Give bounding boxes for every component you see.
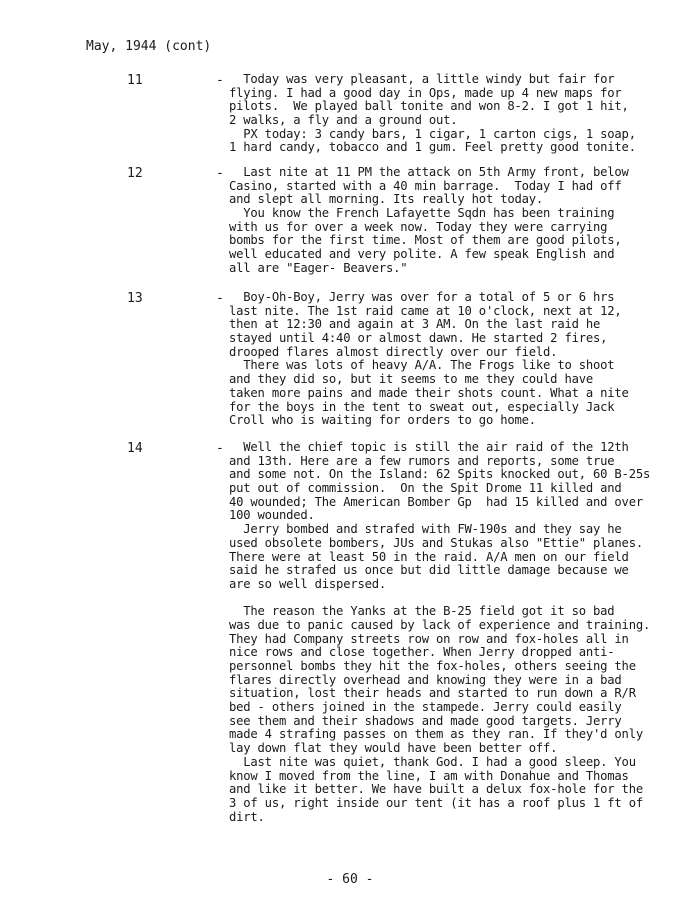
entry-line: see them and their shadows and made good targets. Jerry [229,713,622,728]
entry-day: 11 [127,73,143,88]
entry-day: 13 [127,291,143,306]
entry-line: 100 wounded. [229,508,315,523]
entry-day: 14 [127,441,143,456]
entry-line: Boy-Oh-Boy, Jerry was over for a total of 5 or 6 hrs [229,290,615,304]
entry-dash: - [216,291,224,306]
entry-line: The reason the Yanks at the B-25 field got it so bad [229,604,615,619]
entry-line: 1 hard candy, tobacco and 1 gum. Feel pretty good tonite. [229,140,636,155]
entry-day: 12 [127,166,143,181]
entry-line: stayed until 4:40 or almost dawn. He started 2 fires, [229,331,608,346]
entry-line: PX today: 3 candy bars, 1 cigar, 1 carton cigs, 1 soap, [229,126,636,141]
entry-line: situation, lost their heads and started to run down a R/R [229,686,636,701]
entry-line: said he strafed us once but did little damage because we [229,563,629,578]
entry-line: all are "Eager- Beavers." [229,260,408,275]
entry-body [229,166,639,276]
entry-body [229,291,639,428]
entry-line: Jerry bombed and strafed with FW-190s and they say he [229,522,622,537]
entry-line: Casino, started with a 40 min barrage. Today I had off [229,178,622,193]
entry-line: 2 walks, a fly and a ground out. [229,113,458,128]
entry-line: drooped flares almost directly over our field. [229,344,558,359]
entry-line: Last nite at 11 PM the attack on 5th Army front, below [229,165,629,179]
entry-line: last nite. The 1st raid came at 10 o'clock, next at 12, [229,303,622,318]
entry-line: Today was very pleasant, a little windy but fair for [229,72,615,86]
entry-dash: - [216,73,224,88]
entry-line: then at 12:30 and again at 3 AM. On the last raid he [229,317,601,332]
entry-line: 40 wounded; The American Bomber Gp had 15 killed and over [229,494,643,509]
entry-line: Well the chief topic is still the air raid of the 12th [229,440,629,454]
entry-line: There was lots of heavy A/A. The Frogs like to shoot [229,358,615,373]
entry-line: for the boys in the tent to sweat out, especially Jack [229,399,615,414]
entry-line: and slept all morning. Its really hot today. [229,192,544,207]
entry-line: was due to panic caused by lack of experience and training. [229,617,651,632]
entry-line: lay down flat they would have been better off. [229,741,558,756]
entry-body [229,73,639,155]
entry-line: Last nite was quiet, thank God. I had a good sleep. You [229,754,636,769]
entry-body [229,440,651,824]
entry-line: There were at least 50 in the raid. A/A men on our field [229,549,629,564]
page-header: May, 1944 (cont) [86,39,212,54]
entry-line: pilots. We played ball tonite and won 8-2. I got 1 hit, [229,99,629,114]
entry-line: nice rows and close together. When Jerry dropped anti- [229,645,615,660]
entry-line: personnel bombs they hit the fox-holes, others seeing the [229,659,636,673]
entry-line: flares directly overhead and knowing they were in a bad [229,672,622,687]
entry-line: dirt. [229,809,265,824]
entry-line: well educated and very polite. A few speak English and [229,247,615,262]
entry-line: and 13th. Here are a few rumors and reports, some true [229,453,615,468]
entry-line: Croll who is waiting for orders to go home. [229,413,536,428]
entry-line: know I moved from the line, I am with Donahue and Thomas [229,768,629,783]
entry-line: You know the French Lafayette Sqdn has been training [229,206,615,221]
entry-line: 3 of us, right inside our tent (it has a roof plus 1 ft of [229,795,643,810]
entry-line: and they did so, but it seems to me they could have [229,372,594,387]
entry-line: put out of commission. On the Spit Drome 11 killed and [229,481,622,496]
entry-dash: - [216,166,224,181]
entry-line: and some not. On the Island: 62 Spits knocked out, 60 B-25s [229,467,651,482]
entry-line: used obsolete bombers, JUs and Stukas also "Ettie" planes. [229,535,643,550]
entry-line: with us for over a week now. Today they were carrying [229,219,608,234]
entry-line: made 4 strafing passes on them as they ran. If they'd only [229,727,643,742]
entry-line: bombs for the first time. Most of them are good pilots, [229,233,622,248]
entry-line [229,592,639,606]
entry-dash: - [216,441,224,456]
entry-line: taken more pains and made their shots count. What a nite [229,385,629,400]
entry-line: and like it better. We have built a delux fox-hole for the [229,782,643,797]
page-number: - 60 - [326,872,374,887]
entry-line: bed - others joined in the stampede. Jerry could easily [229,700,622,715]
entry-line: They had Company streets row on row and fox-holes all in [229,631,629,646]
entry-line: are so well dispersed. [229,576,387,591]
entry-line: flying. I had a good day in Ops, made up 4 new maps for [229,85,622,100]
